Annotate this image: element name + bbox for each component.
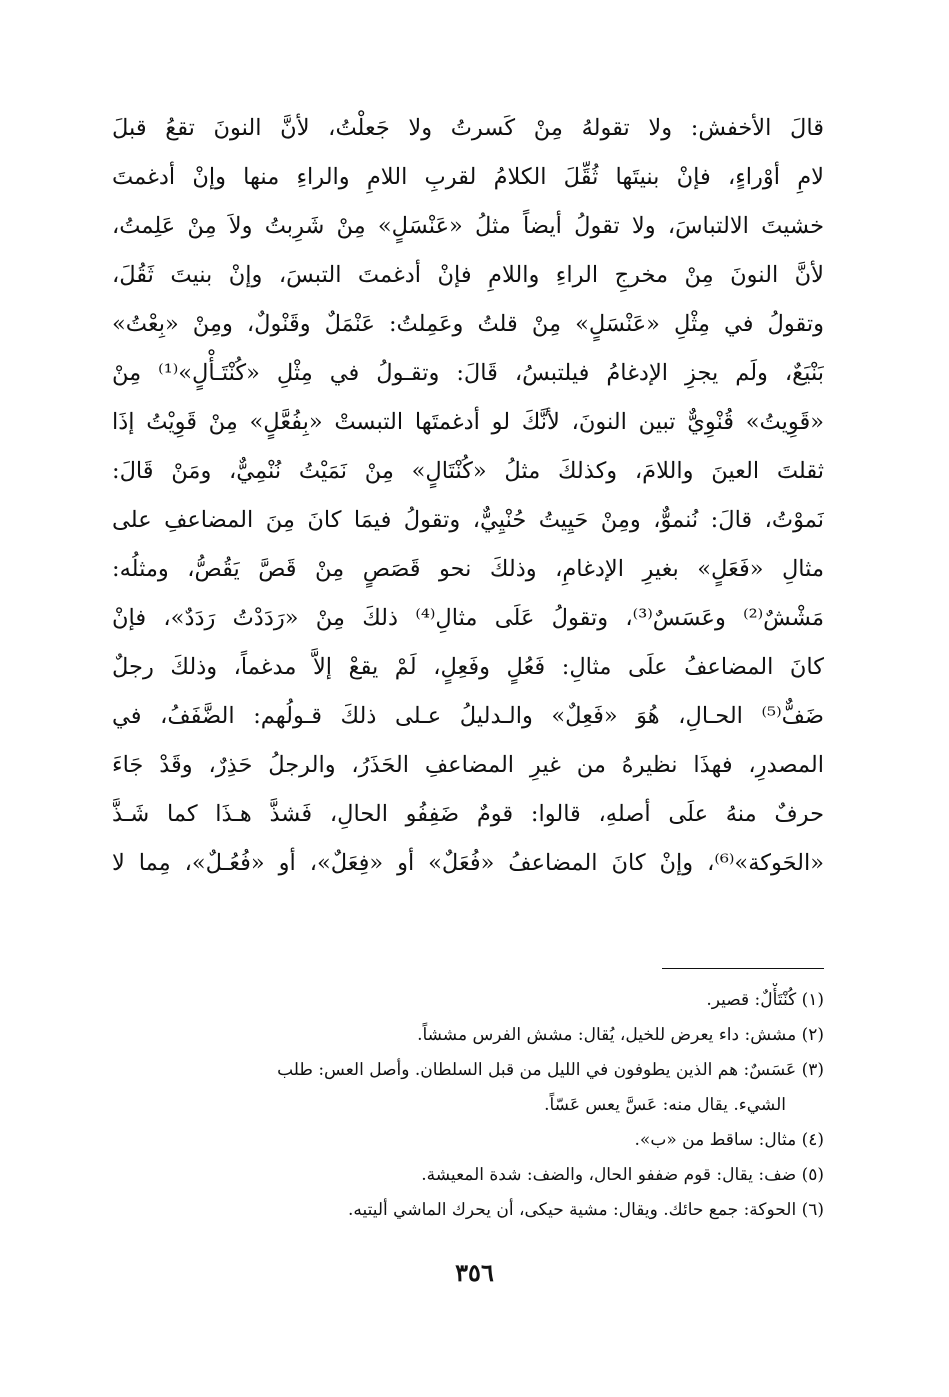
main-text-block (112, 104, 824, 888)
text-line: ثقلتَ العينَ واللامَ، وكذلكَ مثلُ «كُنْتَالٍ» مِنْ نَمَيْتُ نُنْمِيٌّ، ومَنْ قَالَ: (112, 458, 824, 484)
footnote-3-continued: الشيء. يقال منه: عَسَّ يعس عَسّاً. (544, 1095, 786, 1115)
text-line: «قَوِيتُ» قُنْوِيٌّ تبين النونَ، لأنَّكَ لو أدغمتَها التبستْ «بِفُعَّلٍ» مِنْ قَوِيْتُ إذَا (112, 409, 824, 435)
footnote-4: (٤) مثال: ساقط من «ب». (634, 1130, 824, 1150)
page-number: ٣٥٦ (455, 1258, 494, 1287)
text-line: مَشْشٌ⁽²⁾ وعَسَسٌ⁽³⁾، وتقولُ عَلَى مثالِ⁽⁴⁾ ذلكَ مِنْ «رَدَدْتُ رَدَدٌ»، فإنْ (112, 605, 824, 631)
footnote-1: (١) كُنْتَأْلٌ: قصير. (706, 990, 824, 1010)
text-line: كانَ المضاعفُ علَى مثالِ: فَعُلٍ وفَعِلٍ، لَمْ يقعْ إلاَّ مدغماً، وذلكَ رجلٌ (112, 654, 824, 680)
footnotes-list (112, 983, 824, 1228)
text-line: مثالِ «فَعَلٍ» بغيرِ الإدغامِ، وذلكَ نحو قَصَصٍ مِنْ قَصَّ يَقُصُّ، ومثلُه: (112, 556, 824, 582)
footnote-6: (٦) الحوكة: جمع حائك. ويقال: مشية حيكى، أن يحرك الماشي أليتيه. (347, 1200, 824, 1220)
text-line: «الحَوكة»⁽⁶⁾، وإنْ كانَ المضاعفُ «فُعَلٌ» أو «فِعَلٌ»، أو «فُعُـلٌ»، مِما لا (112, 850, 824, 876)
footnote-5: (٥) ضف: يقال: قوم ضففو الحال، والضف: شدة المعيشة. (421, 1165, 824, 1185)
text-line: ضَفٌّ⁽⁵⁾ الحـالِ، هُوَ «فَعِلٌ» والـدليلُ عـلى ذلكَ قـولُهم: الضَّفَفُ، في (112, 703, 824, 729)
text-line: قالَ الأخفش: ولا تقولهُ مِنْ كَسرتُ ولا جَعلْتُ، لأنَّ النونَ تقعُ قبلَ (112, 115, 824, 141)
footnote-2: (٢) مشش: داء يعرض للخيل، يُقال: مشش الفرس مششاً. (417, 1025, 824, 1045)
text-line: بَنْيَعٌ، ولَم يجزِ الإدغامُ فيلتبسُ، قَالَ: وتقـولُ في مِثْلِ «كُنْتَـأْلٍ»⁽¹⁾ مِنْ (112, 360, 824, 386)
text-line: لأنَّ النونَ مِنْ مخرجِ الراءِ واللامِ فإنْ أدغمتَ التبسَ، وإنْ بنيتَ ثَقُلَ، (112, 262, 824, 288)
text-line: وتقولُ في مِثْلِ «عَنْسَلٍ» مِنْ قلتُ وعَمِلتُ: عَنْمَلٌ وقَنْولٌ، ومِنْ «بِعْتُ» (112, 311, 824, 337)
footnote-3: (٣) عَسَسٌ: هم الذين يطوفون في الليل من قبل السلطان. وأصل العس: طلب (277, 1060, 824, 1080)
text-line: خشيتَ الالتباسَ، ولا تقولُ أيضاً مثلُ «عَنْسَلٍ» مِنْ شَرِبتُ ولاَ مِنْ عَلِمتُ، (112, 213, 824, 239)
text-line: حرفٌ منهُ علَى أصلهِ، قالوا: قومٌ ضَفِفُو الحالِ، فَشذَّ هـذَا كما شَـذَّ (112, 801, 824, 827)
text-line: المصدرِ، فهذَا نظيرهُ من غيرِ المضاعفِ الحَذَرُ، والرجلُ حَذِرٌ، وقَدْ جَاءَ (112, 752, 824, 778)
footnote-separator (662, 968, 824, 969)
text-line: لامِ أوْراءٍ، فإنْ بنيتَها ثُقِّلَ الكلامُ لقربِ اللامِ والراءِ منها وإنْ أدغمتَ (112, 164, 824, 190)
text-line: نَموْتُ، قالَ: نُنموٌّ، ومِنْ حَيِيتُ حُنْيِيٌّ، وتقولُ فيمَا كانَ مِنَ المضاعفِ على (112, 507, 824, 533)
